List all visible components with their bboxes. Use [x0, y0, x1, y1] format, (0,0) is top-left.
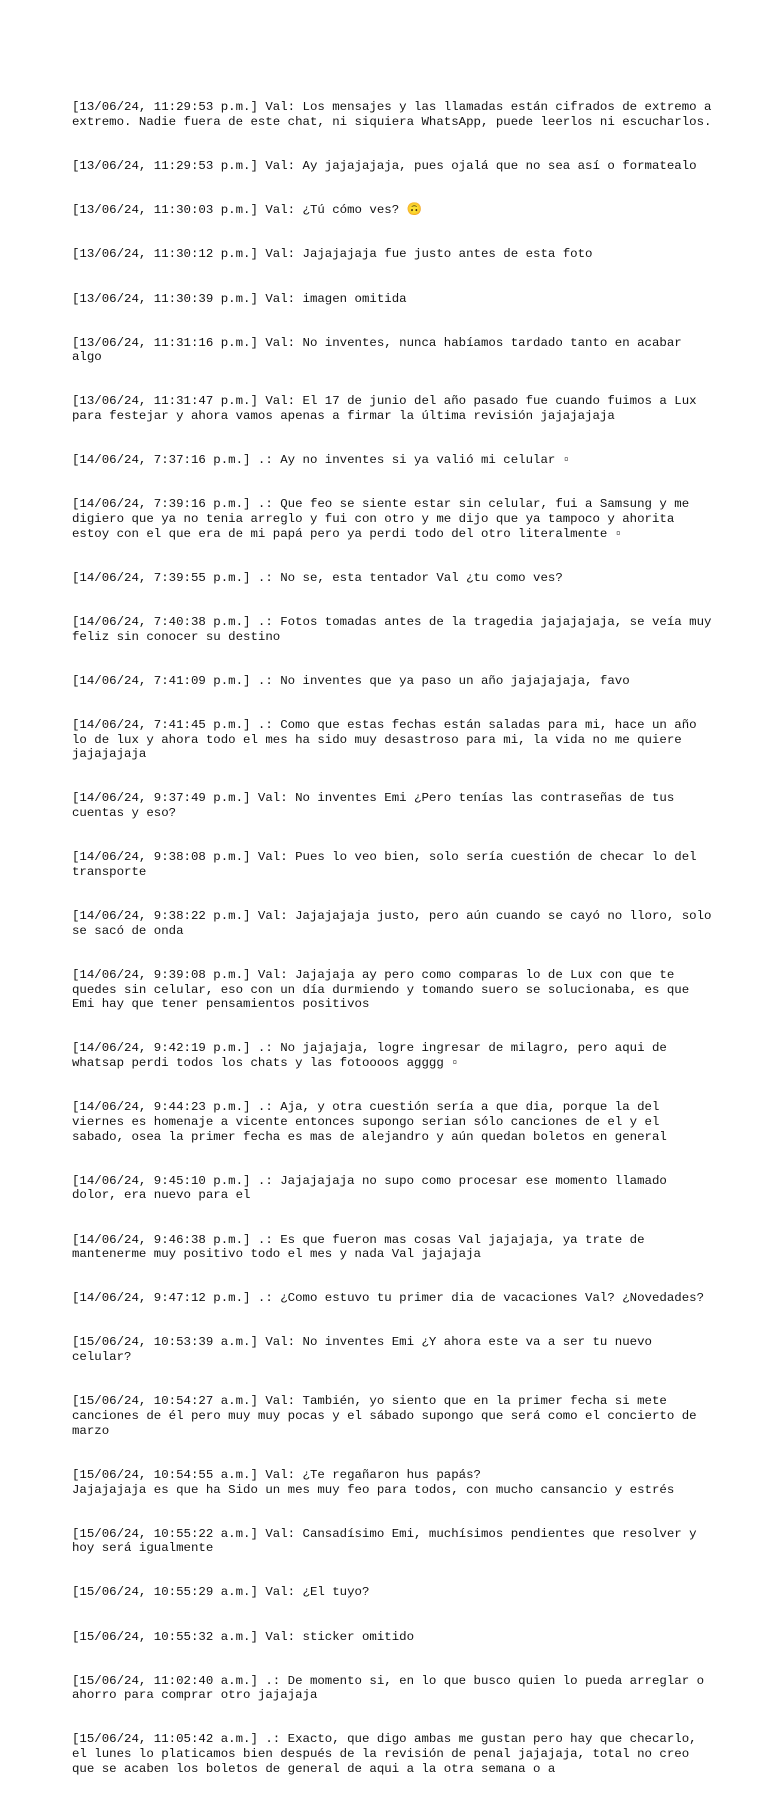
chat-message: [15/06/24, 10:53:39 a.m.] Val: No inventes Emi ¿Y ahora este va a ser tu nuevo celular?: [72, 1335, 660, 1365]
chat-message: [14/06/24, 7:37:16 p.m.] .: Ay no inventes si ya valió mi celular ▫: [72, 453, 571, 468]
chat-message: [14/06/24, 9:38:08 p.m.] Val: Pues lo veo bien, solo sería cuestión de checar lo del transporte: [72, 850, 705, 879]
chat-message: [13/06/24, 11:29:53 p.m.] Val: Ay jajajajaja, pues ojalá que no sea así o formatealo: [72, 159, 697, 174]
chat-message: [13/06/24, 11:29:53 p.m.] Val: Los mensajes y las llamadas están cifrados de extremo a extremo. Nadie fuera de este chat, ni siquiera WhatsApp, puede leerlos ni escucharlos.: [72, 100, 719, 130]
chat-message: [14/06/24, 9:45:10 p.m.] .: Jajajajaja no supo como procesar ese momento llamado dolor, era nuevo para el: [72, 1173, 675, 1203]
chat-message: [13/06/24, 11:31:16 p.m.] Val: No inventes, nunca habíamos tardado tanto en acabar algo: [72, 335, 690, 365]
chat-message: [14/06/24, 9:47:12 p.m.] .: ¿Como estuvo tu primer dia de vacaciones Val? ¿Novedades?: [72, 1291, 705, 1306]
chat-message: [15/06/24, 11:02:40 a.m.] .: De momento si, en lo que busco quien lo pueda arreglar o ahorro para comprar otro jajajaja: [72, 1673, 712, 1703]
chat-message: [14/06/24, 9:46:38 p.m.] .: Es que fueron mas cosas Val jajajaja, ya trate de mantenerme muy positivo todo el mes y nada Val jajajaja: [72, 1232, 652, 1262]
chat-message: [15/06/24, 10:54:27 a.m.] Val: También, yo siento que en la primer fecha si mete canciones de él pero muy muy pocas y el sábado supongo que será como el concierto de marzo: [72, 1394, 705, 1438]
chat-message: [14/06/24, 9:42:19 p.m.] .: No jajajaja, logre ingresar de milagro, pero aqui de whatsap perdi todos los chats y las fotoooos agggg ▫: [72, 1041, 675, 1071]
chat-message: [14/06/24, 7:40:38 p.m.] .: Fotos tomadas antes de la tragedia jajajajaja, se veía muy feliz sin conocer su destino: [72, 615, 719, 644]
chat-message: [14/06/24, 9:37:49 p.m.] Val: No inventes Emi ¿Pero tenías las contraseñas de tus cuentas y eso?: [72, 791, 682, 821]
chat-message: [14/06/24, 7:39:16 p.m.] .: Que feo se siente estar sin celular, fui a Samsung y me digiero que ya no tenia arreglo y fui con otro y me dijo que ya tampoco y ahorita estoy con el que era de mi papá pero ya perdi todo del otro literalmente ▫: [72, 497, 697, 541]
chat-message: [13/06/24, 11:30:12 p.m.] Val: Jajajajaja fue justo antes de esta foto: [72, 247, 593, 262]
chat-message: [15/06/24, 11:05:42 a.m.] .: Exacto, que digo ambas me gustan pero hay que checarlo, el lunes lo platicamos bien después de la revisión de penal jajajaja, total no creo que se acaben los boletos de general de aqui a la otra semana o a: [72, 1732, 705, 1776]
chat-message: [14/06/24, 9:44:23 p.m.] .: Aja, y otra cuestión sería a que dia, porque la del viernes es homenaje a vicente entonces supongo serian sólo canciones de el y el sabado, osea la primer fecha es mas de alejandro y aún quedan boletos en general: [72, 1100, 667, 1144]
chat-message: [14/06/24, 9:38:22 p.m.] Val: Jajajajaja justo, pero aún cuando se cayó no lloro, solo se sacó de onda: [72, 909, 719, 938]
chat-message: [14/06/24, 7:41:09 p.m.] .: No inventes que ya paso un año jajajajaja, favo: [72, 673, 630, 688]
chat-message: [13/06/24, 11:31:47 p.m.] Val: El 17 de junio del año pasado fue cuando fuimos a Lux para festejar y ahora vamos apenas a firmar la última revisión jajajajaja: [72, 394, 705, 424]
chat-message: [15/06/24, 10:55:22 a.m.] Val: Cansadísimo Emi, muchísimos pendientes que resolver y hoy será igualmente: [72, 1526, 705, 1556]
chat-message: [15/06/24, 10:55:29 a.m.] Val: ¿El tuyo?: [72, 1585, 370, 1600]
chat-message: [14/06/24, 9:39:08 p.m.] Val: Jajajaja ay pero como comparas lo de Lux con que te quedes sin celular, eso con un día durmiendo y tomando suero se solucionaba, es que Emi hay que tener pensamientos positivos: [72, 967, 697, 1012]
chat-message: [15/06/24, 10:55:32 a.m.] Val: sticker omitido: [72, 1629, 415, 1644]
chat-message: [14/06/24, 7:39:55 p.m.] .: No se, esta tentador Val ¿tu como ves?: [72, 570, 563, 585]
chat-message: [14/06/24, 7:41:45 p.m.] .: Como que estas fechas están saladas para mi, hace un año lo de lux y ahora todo el mes ha sido muy desastroso para mi, la vida no me quiere jajajajaja: [72, 717, 705, 762]
chat-transcript: [72, 71, 719, 1806]
chat-message: [13/06/24, 11:30:03 p.m.] Val: ¿Tú cómo ves? 🙃: [72, 203, 423, 218]
chat-message: [15/06/24, 10:54:55 a.m.] Val: ¿Te regañaron hus papás? Jajajajaja es que ha Sido un mes muy feo para todos, con mucho cansancio y estrés: [72, 1467, 675, 1497]
chat-message: [13/06/24, 11:30:39 p.m.] Val: imagen omitida: [72, 291, 407, 306]
